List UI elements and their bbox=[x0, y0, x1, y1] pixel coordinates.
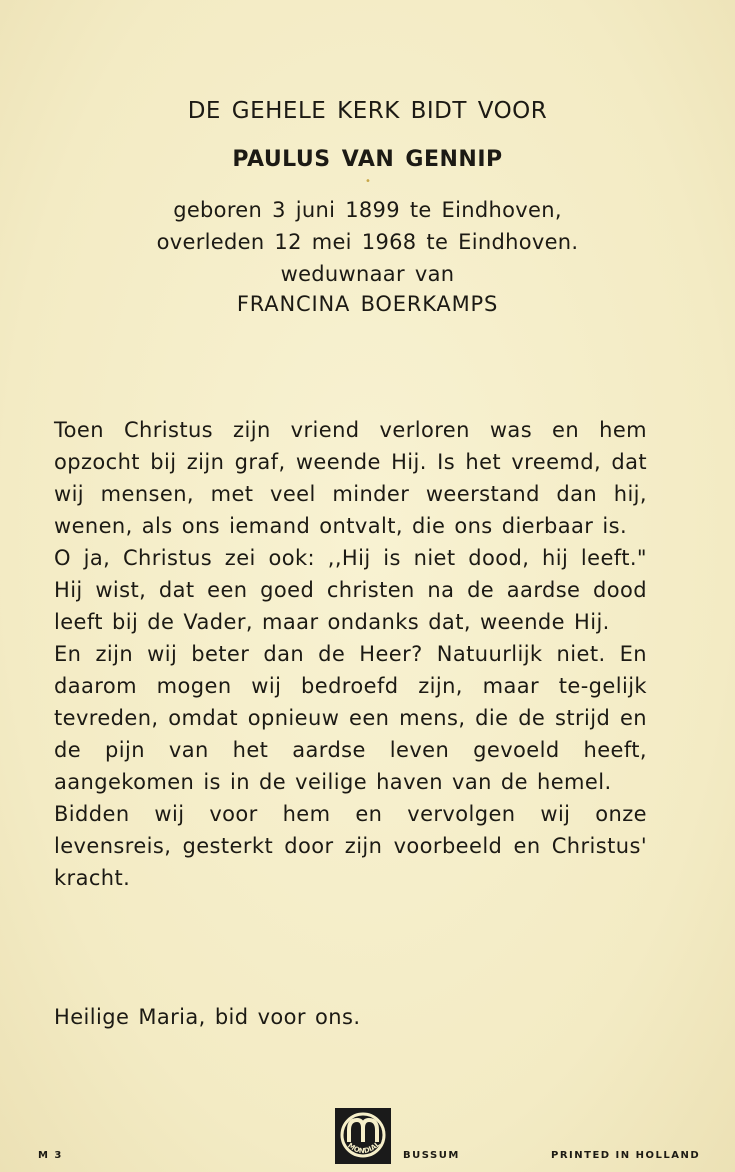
paragraph-1: Toen Christus zijn vriend verloren was en hem opzocht bij zijn graf, weende Hij. Is het vreemd, dat wij mensen, met veel minder weerstand dan hij, wenen, als ons iemand ontvalt, die ons dierbaar is. bbox=[54, 418, 647, 538]
mondial-logo-icon bbox=[335, 1108, 391, 1164]
deceased-name: PAULUS VAN GENNIP bbox=[232, 147, 503, 172]
widow-label: weduwnaar van bbox=[280, 262, 455, 286]
body-text bbox=[54, 414, 647, 894]
printer-city: BUSSUM bbox=[403, 1150, 460, 1161]
card-code: M 3 bbox=[38, 1150, 63, 1161]
paragraph-2: O ja, Christus zei ook: ,,Hij is niet dood, hij leeft." Hij wist, dat een goed christen na de aardse dood leeft bij de Vader, maar ondanks dat, weende Hij. bbox=[54, 546, 647, 634]
death-line: overleden 12 mei 1968 te Eindhoven. bbox=[156, 230, 579, 254]
printed-in-label: PRINTED IN HOLLAND bbox=[551, 1150, 701, 1161]
paragraph-4: Bidden wij voor hem en vervolgen wij onze levensreis, gesterkt door zijn voorbeeld en Christus' kracht. bbox=[54, 802, 647, 890]
paper-speck: • bbox=[365, 176, 371, 187]
birth-line: geboren 3 juni 1899 te Eindhoven, bbox=[173, 198, 562, 222]
spouse-name: FRANCINA BOERKAMPS bbox=[236, 292, 499, 316]
paragraph-3: En zijn wij beter dan de Heer? Natuurlijk niet. En daarom mogen wij bedroefd zijn, maar te-gelijk tevreden, omdat opnieuw een mens, die de strijd en de pijn van het aardse leven gevoeld heeft, aangekomen is in de veilige haven van de hemel. bbox=[54, 642, 647, 794]
logo-text: MONDIAL bbox=[346, 1140, 382, 1156]
card-title: DE GEHELE KERK BIDT VOOR bbox=[187, 98, 548, 124]
closing-prayer: Heilige Maria, bid voor ons. bbox=[54, 1005, 361, 1029]
